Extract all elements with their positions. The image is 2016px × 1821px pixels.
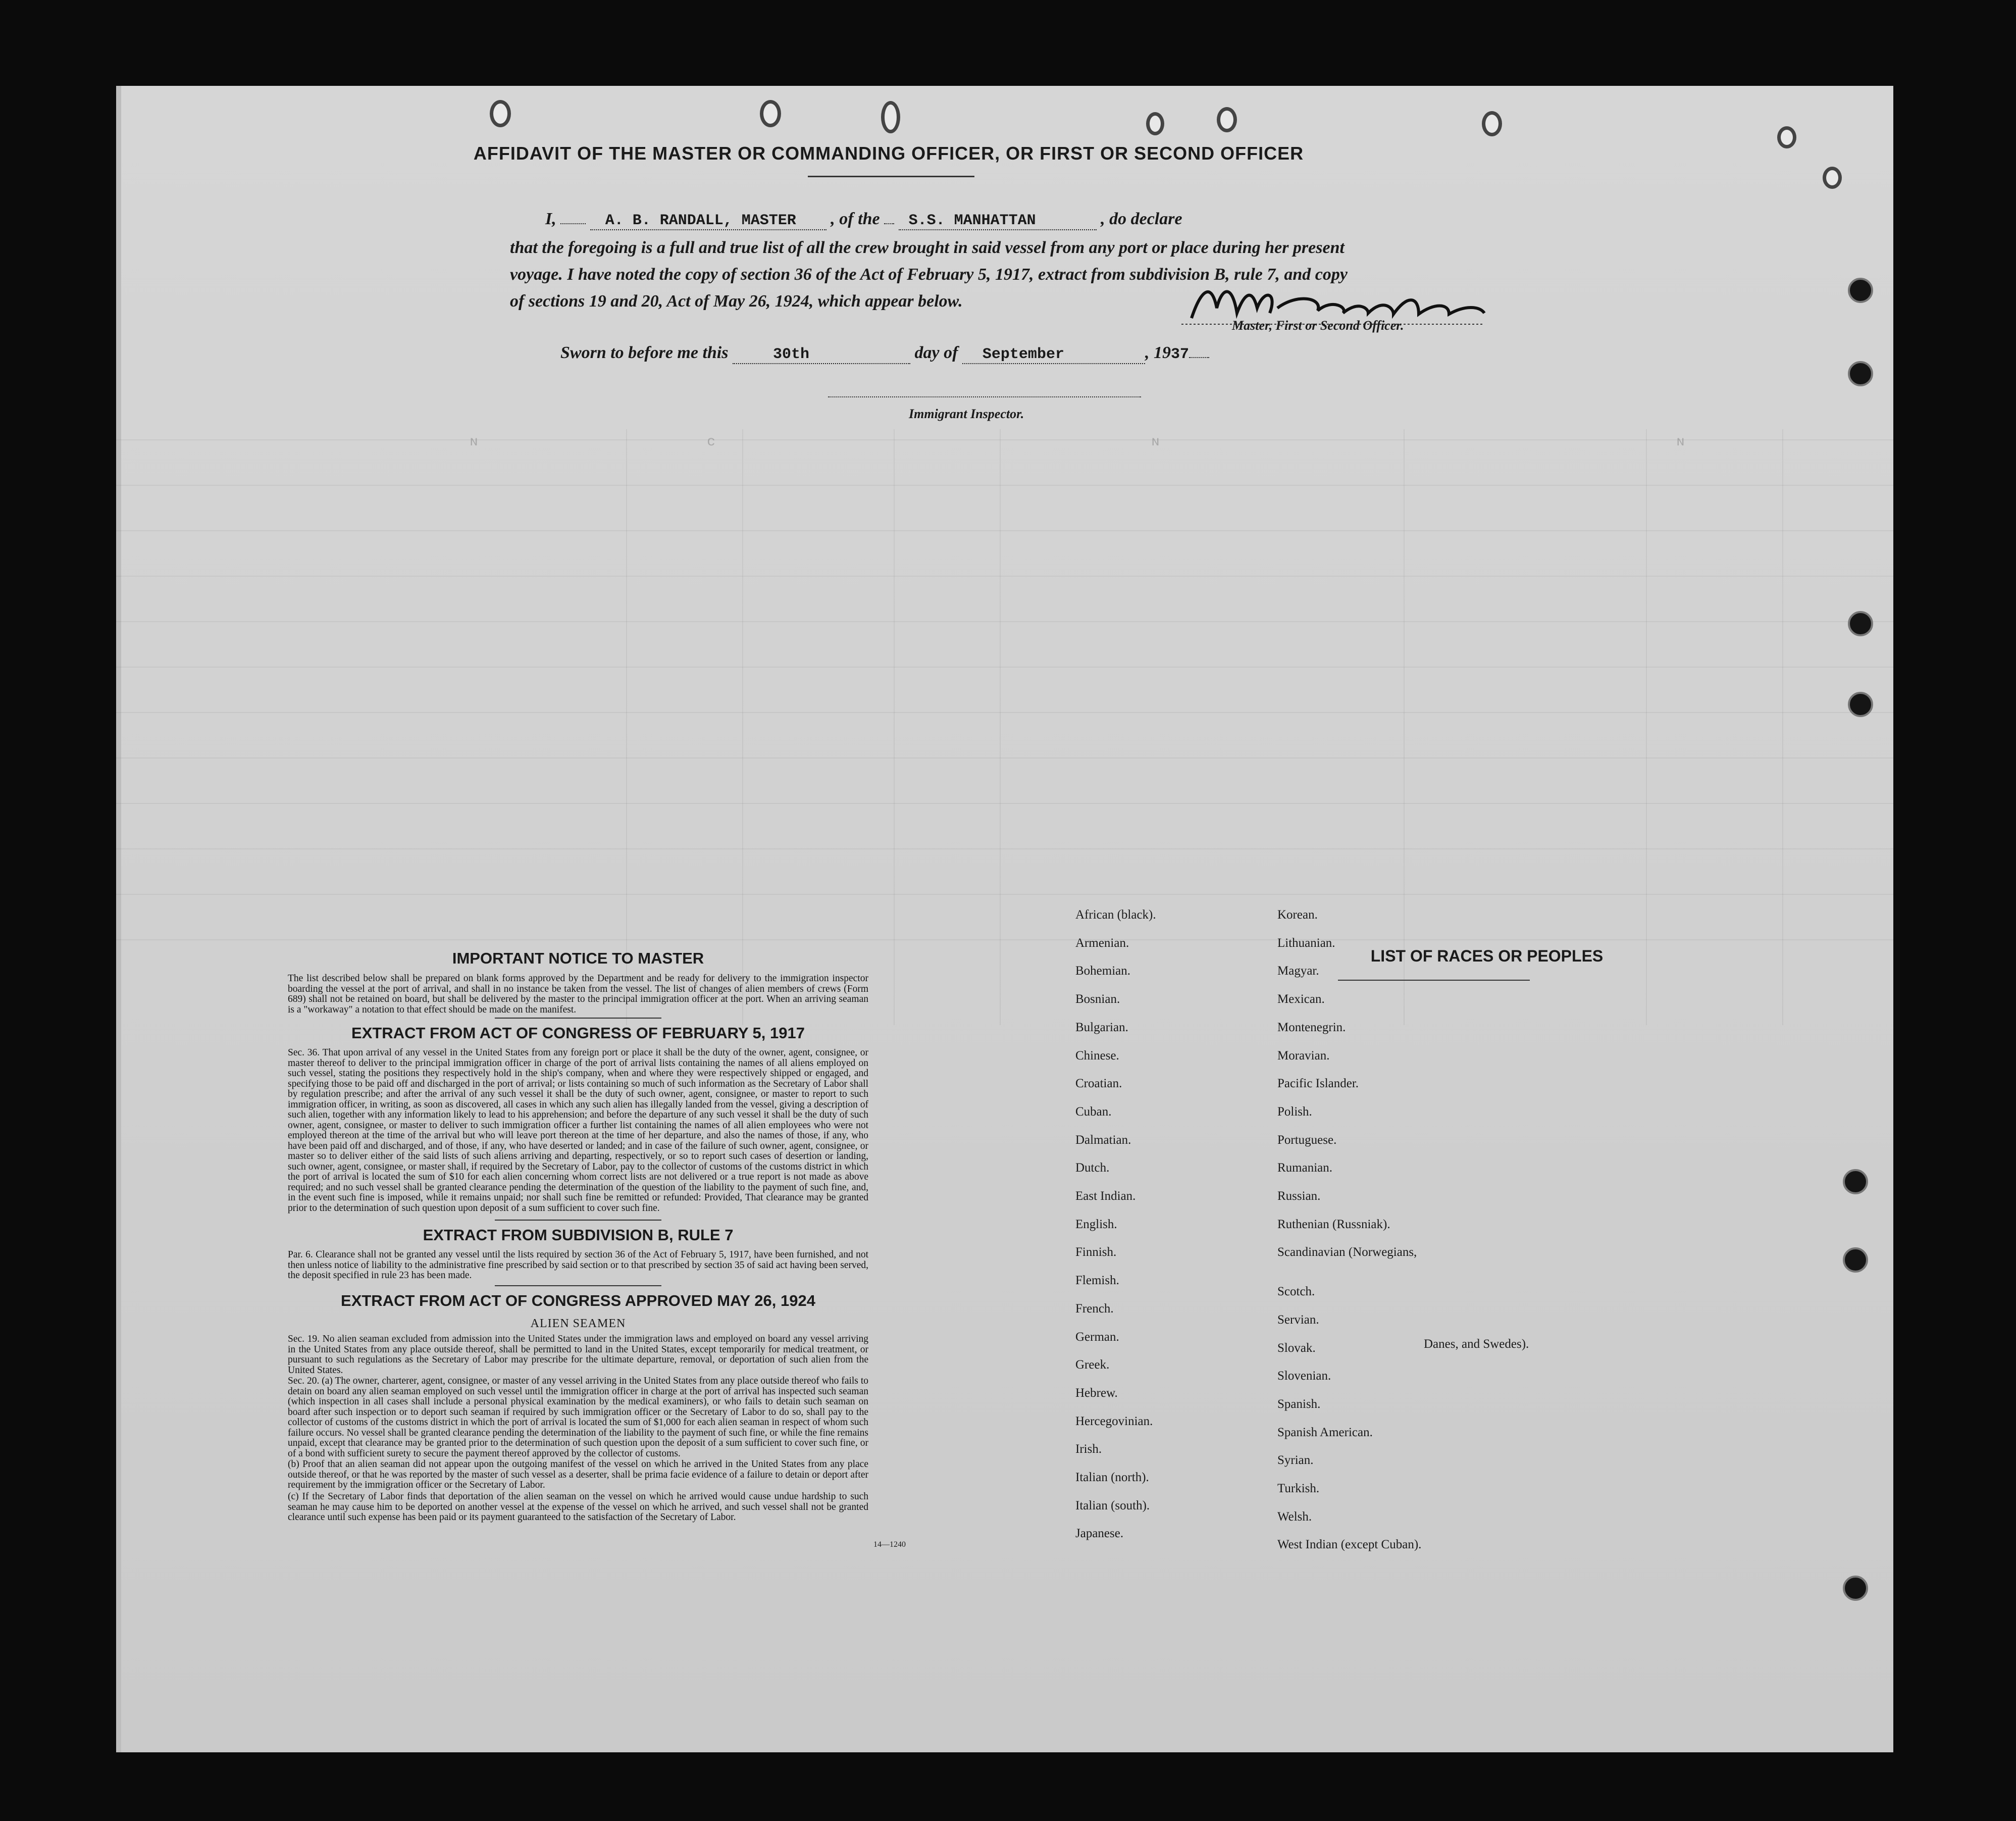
race-item: Bohemian. (1075, 964, 1131, 978)
declaration-line-2: that the foregoing is a full and true list of all the crew brought in said vessel from any port or place during her present (510, 238, 1345, 257)
form-number: 14—1240 (873, 1540, 906, 1549)
bleed-through-background: ᴎ ɔ ᴎ ᴎ (116, 86, 1893, 1752)
race-item: Montenegrin. (1277, 1020, 1346, 1034)
page-edge (116, 86, 121, 1752)
race-item: Hebrew. (1075, 1386, 1118, 1400)
inspector-caption: Immigrant Inspector. (909, 407, 1024, 421)
margin-hole-3 (1848, 611, 1873, 636)
race-item: Magyar. (1277, 964, 1319, 978)
race-item: Italian (north). (1075, 1471, 1149, 1484)
act-1924-sec-20c: (c) If the Secretary of Labor finds that deportation of the alien seaman on the vessel on which he arrived would cause undue hardship to such seaman he may cause him to be deported on another vessel at the expense of the vessel on which he arrived, and such vessel shall not be granted clearance until such expense has been paid or its payment guaranteed to the satisfaction of the Secretary of Labor. (288, 1491, 868, 1523)
race-item: East Indian. (1075, 1189, 1136, 1203)
binder-hole-6 (1482, 111, 1502, 136)
rule-7-heading: EXTRACT FROM SUBDIVISION B, RULE 7 (423, 1226, 734, 1244)
of-the-label: , of the (831, 210, 880, 228)
races-rule (1338, 980, 1530, 981)
sworn-month: September (962, 346, 1145, 364)
master-name: A. B. RANDALL, MASTER (590, 212, 826, 230)
race-item: Servian. (1277, 1312, 1319, 1327)
margin-hole-1 (1848, 278, 1873, 303)
race-item: Bulgarian. (1075, 1020, 1128, 1034)
binder-hole-3 (881, 101, 900, 133)
binder-hole-2 (760, 100, 781, 127)
declaration-line-1 (545, 210, 1671, 230)
rule-7-rule (495, 1285, 661, 1286)
races-heading: LIST OF RACES OR PEOPLES (1370, 947, 1604, 965)
act-1924-sec-19: Sec. 19. No alien seaman excluded from admission into the United States under the immigration laws and employed on board any vessel arriving in the United States from any place outside thereof, shall be permitted to land in the United States, except temporarily for medical treatment, or pursuant to such regulations as the Secretary of Labor may prescribe for the ultimate departure, removal, or deportation of such alien from the United States. (288, 1334, 868, 1376)
notice-rule (495, 1018, 661, 1019)
document-page (116, 86, 1893, 1752)
race-item: Ruthenian (Russniak). (1277, 1217, 1390, 1231)
race-item: West Indian (except Cuban). (1277, 1538, 1422, 1552)
race-item: Japanese. (1075, 1527, 1124, 1541)
race-item: Greek. (1075, 1358, 1110, 1372)
act-1924-heading: EXTRACT FROM ACT OF CONGRESS APPROVED MAY 26, 1924 (341, 1292, 815, 1309)
margin-hole-2 (1848, 361, 1873, 386)
races-continuation: Danes, and Swedes). (1424, 1337, 1529, 1351)
binder-hole-8 (1823, 167, 1842, 189)
race-item: Pacific Islander. (1277, 1077, 1359, 1091)
margin-hole-6 (1843, 1247, 1868, 1273)
race-item: Armenian. (1075, 936, 1129, 950)
race-item: Flemish. (1075, 1274, 1119, 1288)
race-item: German. (1075, 1330, 1119, 1344)
binder-hole-1 (490, 100, 511, 127)
race-item: Welsh. (1277, 1509, 1312, 1524)
signature-caption: Master, First or Second Officer. (1232, 318, 1404, 333)
race-item: Lithuanian. (1277, 936, 1335, 950)
vessel-name: S.S. MANHATTAN (899, 212, 1097, 230)
act-1917-rule (495, 1220, 661, 1221)
race-item: Chinese. (1075, 1048, 1119, 1063)
alien-seamen-subheading: ALIEN SEAMEN (530, 1317, 626, 1330)
race-item: African (black). (1075, 908, 1156, 922)
race-item: Polish. (1277, 1104, 1312, 1119)
race-item: Bosnian. (1075, 992, 1120, 1006)
act-1924-sec-20a: Sec. 20. (a) The owner, charterer, agent, consignee, or master of any vessel arriving in the United States from any place outside thereof who fails to detain on board any alien seaman employed on such vessel until the immigration officer in charge at the port of arrival has inspected such seaman (which inspection in all cases shall include a personal physical examination by the medical examiners), or who fails to detain such seaman on board after such inspection or to deport such seaman if required by such immigration officer or the Secretary of Labor to do so, shall pay to the collector of customs of the customs district in which the port of arrival is located the sum of $1,000 for each alien seaman in respect of whom such failure occurs. No vessel shall be granted clearance pending the determination of the liability to the payment of such fine, or while the fine remains unpaid, except that clearance may be granted prior to the determination of such question upon the deposit of a sum sufficient to cover such fine, or of a bond with sufficient surety to secure the payment thereof approved by the collector of customs. (288, 1376, 868, 1459)
race-item: English. (1075, 1217, 1117, 1231)
do-declare-label: , do declare (1101, 210, 1182, 228)
race-item: Slovenian. (1277, 1369, 1331, 1383)
notice-heading: IMPORTANT NOTICE TO MASTER (452, 949, 704, 967)
race-item: Slovak. (1277, 1341, 1316, 1355)
race-item: Spanish. (1277, 1397, 1321, 1411)
declaration-i: I, (545, 210, 556, 228)
race-item: Croatian. (1075, 1077, 1122, 1091)
race-item: Cuban. (1075, 1104, 1112, 1119)
rule-7-text: Par. 6. Clearance shall not be granted any vessel until the lists required by section 36 of the Act of February 5, 1917, have been furnished, and not then unless notice of liability to the administrative fine prescribed by said section or to that prescribed by section 35 of said act having been served, the deposit specified in rule 23 has been made. (288, 1249, 868, 1281)
margin-hole-5 (1843, 1169, 1868, 1194)
race-item: Moravian. (1277, 1048, 1330, 1063)
sworn-line (560, 343, 1209, 364)
race-item: Korean. (1277, 908, 1318, 922)
inspector-signature-line (828, 396, 1141, 397)
day-of-label: day of (914, 343, 958, 362)
race-item: Irish. (1075, 1442, 1102, 1456)
race-item: Scotch. (1277, 1285, 1315, 1299)
sworn-label: Sworn to before me this (560, 343, 729, 362)
race-item: Finnish. (1075, 1245, 1117, 1259)
affidavit-title: AFFIDAVIT OF THE MASTER OR COMMANDING OFFICER, OR FIRST OR SECOND OFFICER (473, 143, 1304, 164)
declaration-line-3: voyage. I have noted the copy of section 36 of the Act of February 5, 1917, extract from subdivision B, rule 7, and copy (510, 265, 1348, 284)
sworn-day: 30th (733, 346, 910, 364)
margin-hole-7 (1843, 1576, 1868, 1601)
race-item: Turkish. (1277, 1482, 1320, 1495)
race-item: Dutch. (1075, 1161, 1110, 1175)
binder-hole-5 (1217, 107, 1237, 132)
race-item: Russian. (1277, 1189, 1321, 1203)
race-item: Hercegovinian. (1075, 1414, 1153, 1428)
act-1917-text: Sec. 36. That upon arrival of any vessel in the United States from any foreign port or place it shall be the duty of the owner, agent, consignee, or master thereof to deliver to the principal immigration officer in charge of the port of arrival lists containing the names of all aliens employed on such vessel, stating the positions they respectively hold in the ship's company, when and where they were respectively shipped or engaged, and specifying those to be paid off and discharged in the port of arrival; or lists containing so much of such information as the Secretary of Labor shall by regulation prescribe; and after the arrival of any such vessel it shall be the duty of such owner, agent, consignee, or master to report to such immigration officer, in writing, as soon as discovered, all cases in which any such alien has illegally landed from the vessel, giving a description of such alien, together with any information likely to lead to his apprehension; and before the departure of any such vessel it shall be the duty of such owner, agent, consignee, or master to deliver to such immigration officer a further list containing the names of all alien employees who were not employed thereon at the time of the arrival but who will leave port thereon at the time of her departure, and also the names of those, if any, who have been paid off and discharged, and of those, if any, who have deserted or landed; and in case of the failure of such owner, agent, consignee, or master so to deliver either of the said lists of such aliens arriving and departing, respectively, or so to report such cases of desertion or landing, such owner, agent, consignee, or master shall, if required by the Secretary of Labor, pay to the collector of customs of the customs district in which the port of arrival is located the sum of $10 for each alien concerning whom correct lists are not delivered or a true report is not made as above required; and no such vessel shall be granted clearance pending the determination of the question of the liability to the payment of such fine, and, in the event such fine is imposed, while it remains unpaid; nor shall such fine be remitted or refunded: Provided, That clearance may be granted prior to the determination of such question upon deposit of a sum sufficient to cover such fine. (288, 1047, 868, 1213)
year-prefix: , 19 (1145, 343, 1171, 362)
race-item: Portuguese. (1277, 1133, 1337, 1147)
act-1917-heading: EXTRACT FROM ACT OF CONGRESS OF FEBRUARY 5, 1917 (351, 1024, 805, 1042)
margin-hole-4 (1848, 692, 1873, 717)
binder-hole-7 (1777, 126, 1796, 148)
binder-hole-4 (1146, 112, 1164, 135)
race-item: Dalmatian. (1075, 1133, 1131, 1147)
sworn-year: 37 (1170, 346, 1189, 363)
declaration-line-4: of sections 19 and 20, Act of May 26, 1924, which appear below. (510, 292, 963, 311)
race-item: Rumanian. (1277, 1161, 1333, 1175)
notice-text: The list described below shall be prepared on blank forms approved by the Department and be ready for delivery to the immigration inspector boarding the vessel at the port of arrival, and shall in no instance be taken from the vessel. The list of changes of alien members of crews (Form 689) shall not be retained on board, but shall be delivered by the master to the principal immigration officer at the port. When an arriving seaman is a "workaway" a notation to that effect should be made on the manifest. (288, 973, 868, 1015)
title-rule (808, 176, 974, 177)
race-item: Syrian. (1277, 1453, 1314, 1468)
race-item: Spanish American. (1277, 1425, 1373, 1439)
race-item: Scandinavian (Norwegians, (1277, 1245, 1417, 1259)
race-item: Mexican. (1277, 992, 1325, 1006)
race-item: Italian (south). (1075, 1498, 1150, 1512)
act-1924-sec-20b: (b) Proof that an alien seaman did not appear upon the outgoing manifest of the vessel on which he arrived in the United States from any place outside thereof, or that he was reported by the master of such vessel as a deserter, shall be prima facie evidence of a failure to detain or deport after requirement by the immigration officer or the Secretary of Labor. (288, 1459, 868, 1490)
race-item: French. (1075, 1301, 1114, 1316)
